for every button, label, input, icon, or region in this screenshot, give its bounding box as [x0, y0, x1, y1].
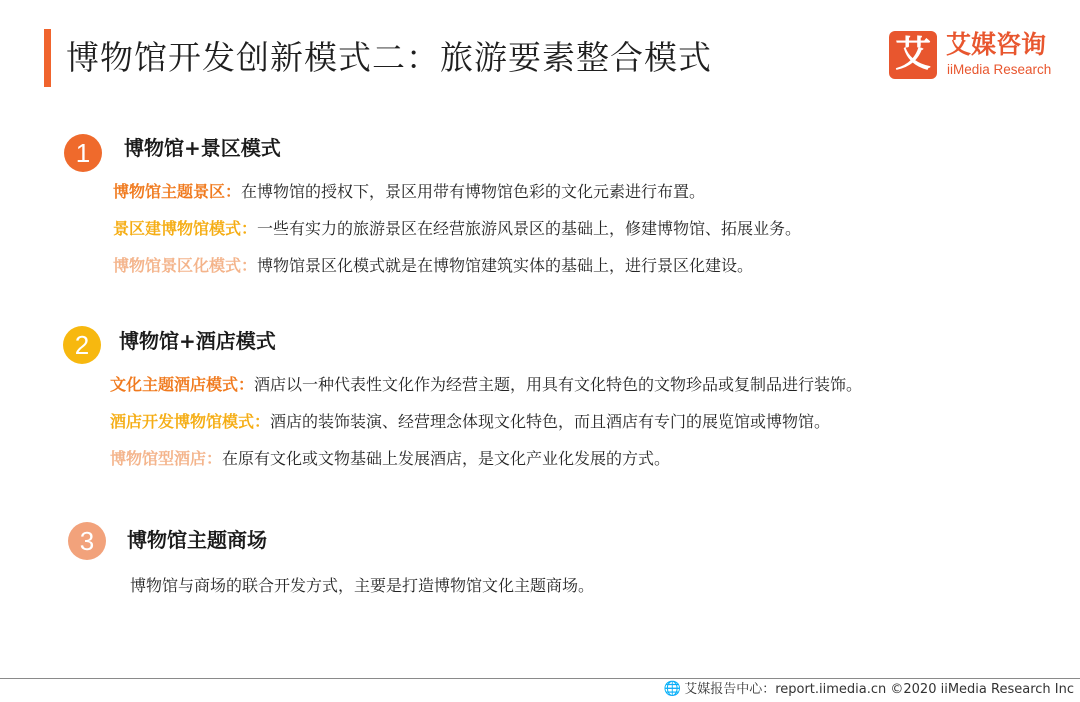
item-label: 文化主题酒店模式： — [110, 375, 255, 394]
section-2-item-2 — [110, 411, 830, 433]
logo-english-name: iiMedia Research — [947, 62, 1052, 77]
item-label: 博物馆型酒店： — [110, 449, 223, 468]
page-title: 博物馆开发创新模式二：旅游要素整合模式 — [66, 38, 712, 77]
item-text: 一些有实力的旅游景区在经营旅游风景区的基础上，修建博物馆、拓展业务。 — [257, 219, 802, 238]
item-label: 景区建博物馆模式： — [113, 219, 258, 238]
item-text: 酒店以一种代表性文化作为经营主题，用具有文化特色的文物珍品或复制品进行装饰。 — [254, 375, 863, 394]
section-2-item-3 — [110, 448, 670, 470]
section-heading-2: 博物馆+酒店模式 — [119, 329, 276, 353]
section-1-item-3 — [113, 255, 753, 277]
section-3-item-1 — [130, 575, 594, 597]
item-text: 博物馆景区化模式就是在博物馆建筑实体的基础上，进行景区化建设。 — [257, 256, 754, 275]
item-label: 酒店开发博物馆模式： — [110, 412, 271, 431]
item-text: 在原有文化或文物基础上发展酒店，是文化产业化发展的方式。 — [222, 449, 671, 468]
item-text: 酒店的装饰装演、经营理念体现文化特色，而且酒店有专门的展览馆或博物馆。 — [270, 412, 831, 431]
section-1-item-2 — [113, 218, 801, 240]
footer-source — [664, 680, 1074, 699]
section-heading-1: 博物馆+景区模式 — [124, 136, 281, 160]
globe-icon: 🌐 — [663, 681, 682, 697]
section-1-item-1 — [113, 181, 705, 203]
section-2-item-1 — [110, 374, 862, 396]
title-accent-bar — [44, 29, 51, 87]
item-text: 博物馆与商场的联合开发方式，主要是打造博物馆文化主题商场。 — [130, 576, 595, 595]
section-heading-3: 博物馆主题商场 — [127, 528, 267, 552]
item-label: 博物馆景区化模式： — [113, 256, 258, 275]
section-number-2: 2 — [63, 326, 101, 364]
iimedia-logo — [889, 31, 1064, 81]
section-number-3: 3 — [68, 522, 106, 560]
section-number-1: 1 — [64, 134, 102, 172]
item-label: 博物馆主题景区： — [113, 182, 242, 201]
footer-text: 艾媒报告中心：report.iimedia.cn ©2020 iiMedia Research Inc — [684, 682, 1074, 697]
footer-divider — [0, 678, 1080, 679]
logo-chinese-name: 艾媒咨询 — [946, 30, 1047, 59]
item-text: 在博物馆的授权下，景区用带有博物馆色彩的文化元素进行布置。 — [241, 182, 706, 201]
logo-mark: 艾 — [889, 31, 937, 79]
